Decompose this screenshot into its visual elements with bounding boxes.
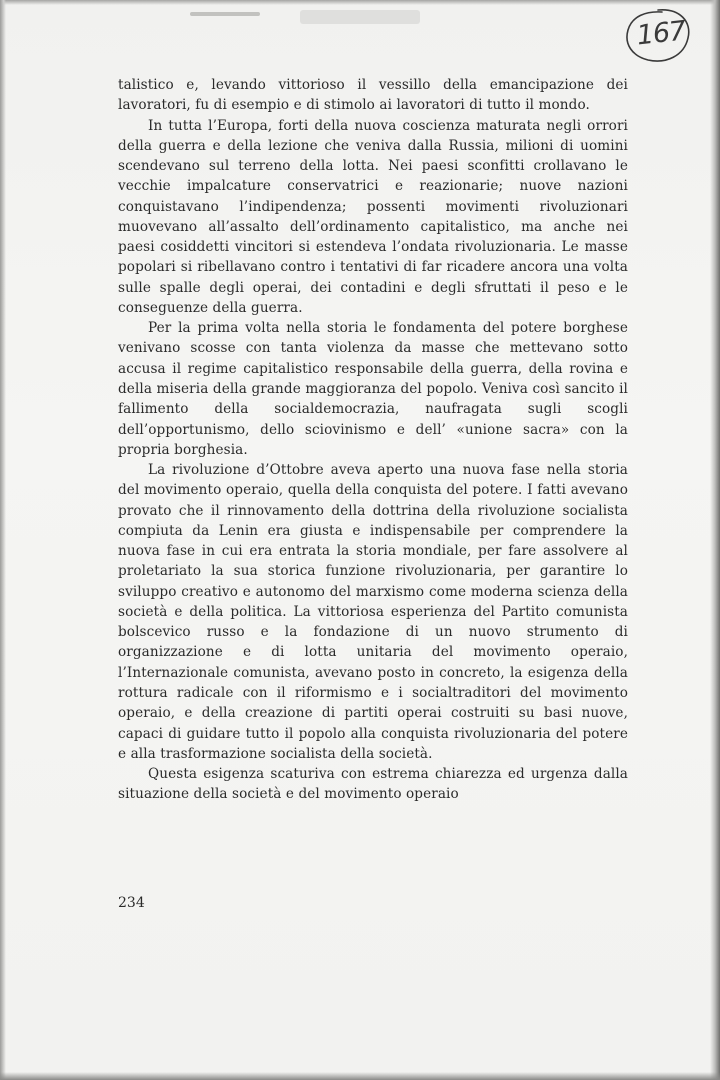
scan-smudge: [190, 12, 260, 16]
body-text: [118, 75, 628, 805]
scan-top-edge: [0, 0, 720, 5]
scan-smudge-faint: [300, 10, 420, 24]
paragraph: Questa esigenza scaturiva con estrema chiarezza ed urgenza dalla situazione della società e del movimento operaio: [118, 766, 628, 803]
page-number: 234: [118, 895, 145, 911]
paragraph: La rivoluzione d’Ottobre aveva aperto una nuova fase nella storia del movimento operaio, quella della conquista del potere. I fatti avevano provato che il rinnovamento della dottrina della rivoluzione socialista compiuta da Lenin era giusta e indispensabile per comprendere la nuova fase in cui era entrata la storia mondiale, per fare assolvere al proletariato la sua storica funzione rivoluzionaria, per garantire lo sviluppo creativo e autonomo del marxismo come moderna scienza della società e della politica. La vittoriosa esperienza del Partito comunista bolscevico russo e la fondazione di un nuovo strumento di organizzazione e di lotta unitaria del movimento operaio, l’Internazionale comunista, avevano posto in concreto, la esigenza della rottura radicale con il riformismo e i socialtraditori del movimento operaio, e della creazione di partiti operai costruiti su basi nuove, capaci di guidare tutto il popolo alla conquista rivoluzionaria del potere e alla trasformazione socialista della società.: [118, 462, 628, 762]
paragraph-continuation: talistico e, levando vittorioso il vessillo della emancipazione dei lavoratori, fu di esempio e di stimolo ai lavoratori di tutto il mondo.: [118, 77, 628, 114]
paragraph: In tutta l’Europa, forti della nuova coscienza maturata negli orrori della guerra e della lezione che veniva dalla Russia, milioni di uomini scendevano sul terreno della lotta. Nei paesi sconfitti crollavano le vecchie impalcature conservatrici e reazionarie; nuove nazioni conquistavano l’indipendenza; possenti movimenti rivoluzionari muovevano all’assalto dell’ordinamento capitalistico, ma anche nei paesi cosiddetti vincitori si estendeva l’ondata rivoluzionaria. Le masse popolari si ribellavano contro i tentativi di far ricadere ancora una volta sulle spalle degli operai, dei contadini e degli sfruttati il peso e le conseguenze della guerra.: [118, 117, 628, 316]
scan-right-edge: [710, 0, 720, 1080]
scan-bottom-edge: [0, 1072, 720, 1080]
paragraph: Per la prima volta nella storia le fondamenta del potere borghese venivano scosse con tanta violenza da masse che mettevano sotto accusa il regime capitalistico responsabile della guerra, della rovina e della miseria della grande maggioranza del popolo. Veniva così sancito il fallimento della socialdemocrazia, naufragata sugli scogli dell’opportunismo, dello sciovinismo e dell’ «unione sacra» con la propria borghesia.: [118, 320, 628, 458]
folio-number: 167: [635, 15, 687, 52]
scan-left-edge: [0, 0, 6, 1080]
handwritten-folio-mark: [622, 6, 694, 66]
